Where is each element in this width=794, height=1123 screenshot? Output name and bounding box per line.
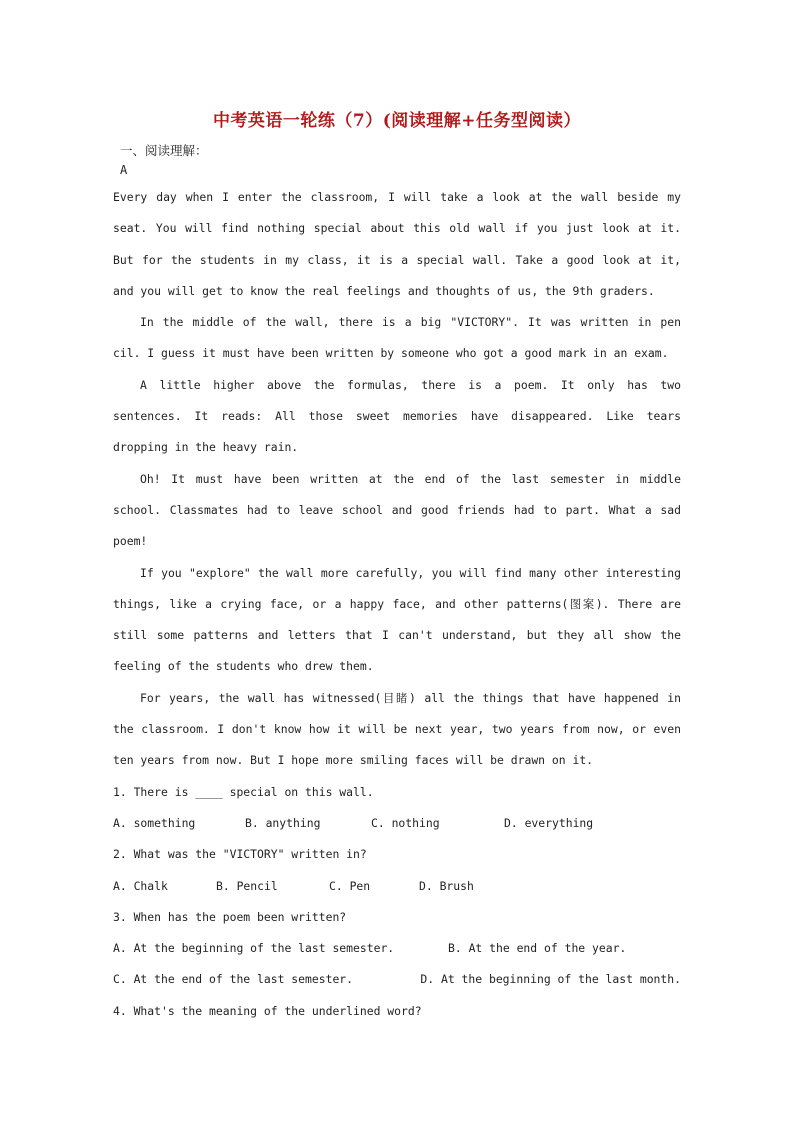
paragraph: A little higher above the formulas, there is a poem. It only has two sentences. It reads: All those sweet memories have disappeared. Like tears dropping in the heavy rain.: [113, 377, 681, 455]
paragraph: For years, the wall has witnessed(目睹) all the things that have happened in the classroom. I don't know how it will be next year, two years from now, or even ten years from now. But I hope more smiling faces will be drawn on it.: [113, 690, 681, 768]
option: A. Chalk: [113, 878, 168, 893]
paragraph: If you "explore" the wall more carefully, you will find many other interesting things, like a crying face, or a happy face, and other patterns(图案). There are still some patterns and letters that I can't understand, but they all show the feeling of the students who drew them.: [113, 565, 681, 674]
paragraph: Oh! It must have been written at the end of the last semester in middle school. Classmates had to leave school and good friends had to part. What a sad poem!: [113, 471, 681, 549]
option: C. Pen: [329, 878, 371, 893]
question-stem: 1. There is ____ special on this wall.: [113, 784, 374, 799]
option: B. At the end of the year.: [448, 941, 627, 956]
question-options: [113, 933, 681, 964]
option: C. At the end of the last semester.: [113, 972, 354, 987]
passage-label: A: [120, 163, 128, 177]
option: [420, 964, 681, 995]
question-options: [113, 808, 681, 839]
paragraph: In the middle of the wall, there is a big "VICTORY". It was written in pen cil. I guess it must have been written by someone who got a good mark in an exam.: [113, 315, 681, 361]
option: A. At the beginning of the last semester.: [113, 941, 395, 956]
passage-body: [113, 182, 681, 1027]
question-options: [113, 871, 681, 902]
question-stem: 3. When has the poem been written?: [113, 909, 347, 924]
question-stem: 4. What's the meaning of the underlined word?: [113, 1003, 422, 1018]
question-stem: 2. What was the "VICTORY" written in?: [113, 847, 367, 862]
option: D. Brush: [419, 878, 474, 893]
option: B. Pencil: [216, 878, 278, 893]
option: C. nothing: [371, 815, 440, 830]
option: B. anything: [245, 815, 321, 830]
question-options: [113, 964, 681, 995]
option-text: D. At the beginning of the last month.: [420, 972, 681, 987]
paragraph: Every day when I enter the classroom, I will take a look at the wall beside my seat. You will find nothing special about this old wall if you just look at it. But for the students in my class, it is a special wall. Take a good look at it, and you will get to know the real feelings and thoughts of us, the 9th graders.: [113, 190, 681, 298]
option: A. something: [113, 815, 196, 830]
page-title: 中考英语一轮练（7）(阅读理解+任务型阅读）: [212, 111, 582, 131]
section-heading: 一、阅读理解：: [120, 143, 208, 158]
option: D. everything: [504, 815, 594, 830]
